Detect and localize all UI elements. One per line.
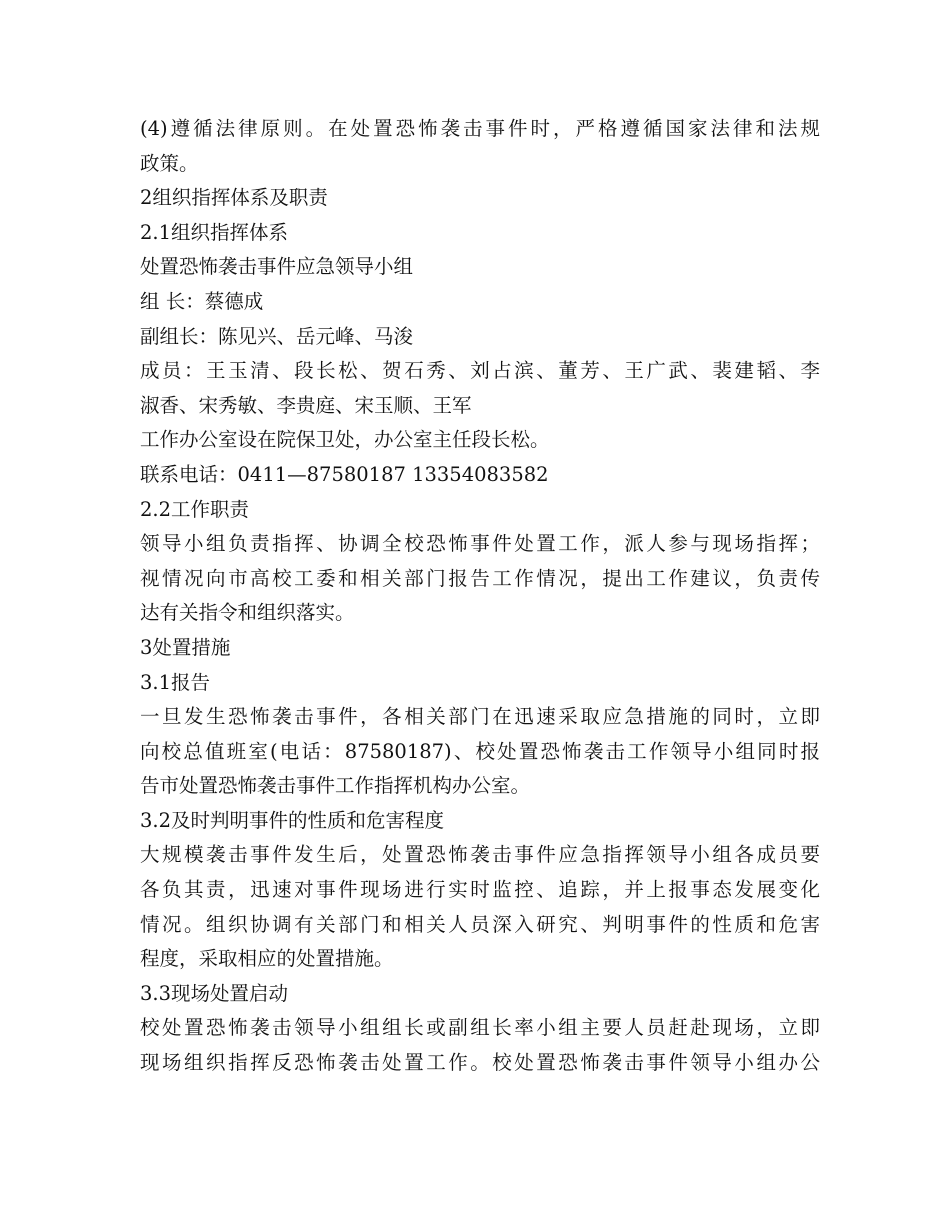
text-line: 告市处置恐怖袭击事件工作指挥机构办公室。 — [140, 774, 531, 798]
text-line: 政策。 — [140, 151, 199, 175]
text-line: 3处置措施 — [140, 635, 231, 659]
text-line: 2.2工作职责 — [140, 497, 250, 521]
text-line: 3.2及时判明事件的性质和危害程度 — [140, 808, 445, 832]
text-line: 3.1报告 — [140, 670, 211, 694]
text-line: 淑香、宋秀敏、李贵庭、宋玉顺、王军 — [140, 393, 472, 417]
text-line: 视情况向市高校工委和相关部门报告工作情况，提出工作建议，负责传 — [140, 566, 820, 590]
text-line: 联系电话：0411—87580187 13354083582 — [140, 462, 549, 486]
text-line: 达有关指令和组织落实。 — [140, 601, 355, 625]
text-line: 工作办公室设在院保卫处，办公室主任段长松。 — [140, 428, 550, 452]
text-line: 成员：王玉清、段长松、贺石秀、刘占滨、董芳、王广武、裴建韬、李 — [140, 359, 820, 383]
text-line: 组 长：蔡德成 — [140, 289, 264, 313]
text-line: 大规模袭击事件发生后，处置恐怖袭击事件应急指挥领导小组各成员要 — [140, 843, 820, 867]
text-line: (4)遵循法律原则。在处置恐怖袭击事件时，严格遵循国家法律和法规 — [140, 117, 820, 140]
text-line: 现场组织指挥反恐怖袭击处置工作。校处置恐怖袭击事件领导小组办公 — [140, 1051, 820, 1075]
document-page — [140, 112, 820, 1081]
text-line: 2组织指挥体系及职责 — [140, 186, 328, 210]
text-line: 情况。组织协调有关部门和相关人员深入研究、判明事件的性质和危害 — [140, 912, 820, 936]
text-line: 副组长：陈见兴、岳元峰、马浚 — [140, 324, 414, 348]
text-line: 处置恐怖袭击事件应急领导小组 — [140, 255, 414, 279]
text-line: 校处置恐怖袭击领导小组组长或副组长率小组主要人员赶赴现场，立即 — [140, 1016, 820, 1040]
text-line: 3.3现场处置启动 — [140, 981, 289, 1005]
text-line: 向校总值班室(电话：87580187)、校处置恐怖袭击工作领导小组同时报 — [140, 739, 820, 763]
text-line: 一旦发生恐怖袭击事件，各相关部门在迅速采取应急措施的同时，立即 — [140, 705, 820, 729]
text-line: 领导小组负责指挥、协调全校恐怖事件处置工作，派人参与现场指挥； — [140, 532, 820, 556]
text-line: 2.1组织指挥体系 — [140, 220, 289, 244]
text-line: 各负其责，迅速对事件现场进行实时监控、追踪，并上报事态发展变化 — [140, 878, 820, 902]
text-line: 程度，采取相应的处置措施。 — [140, 947, 394, 971]
